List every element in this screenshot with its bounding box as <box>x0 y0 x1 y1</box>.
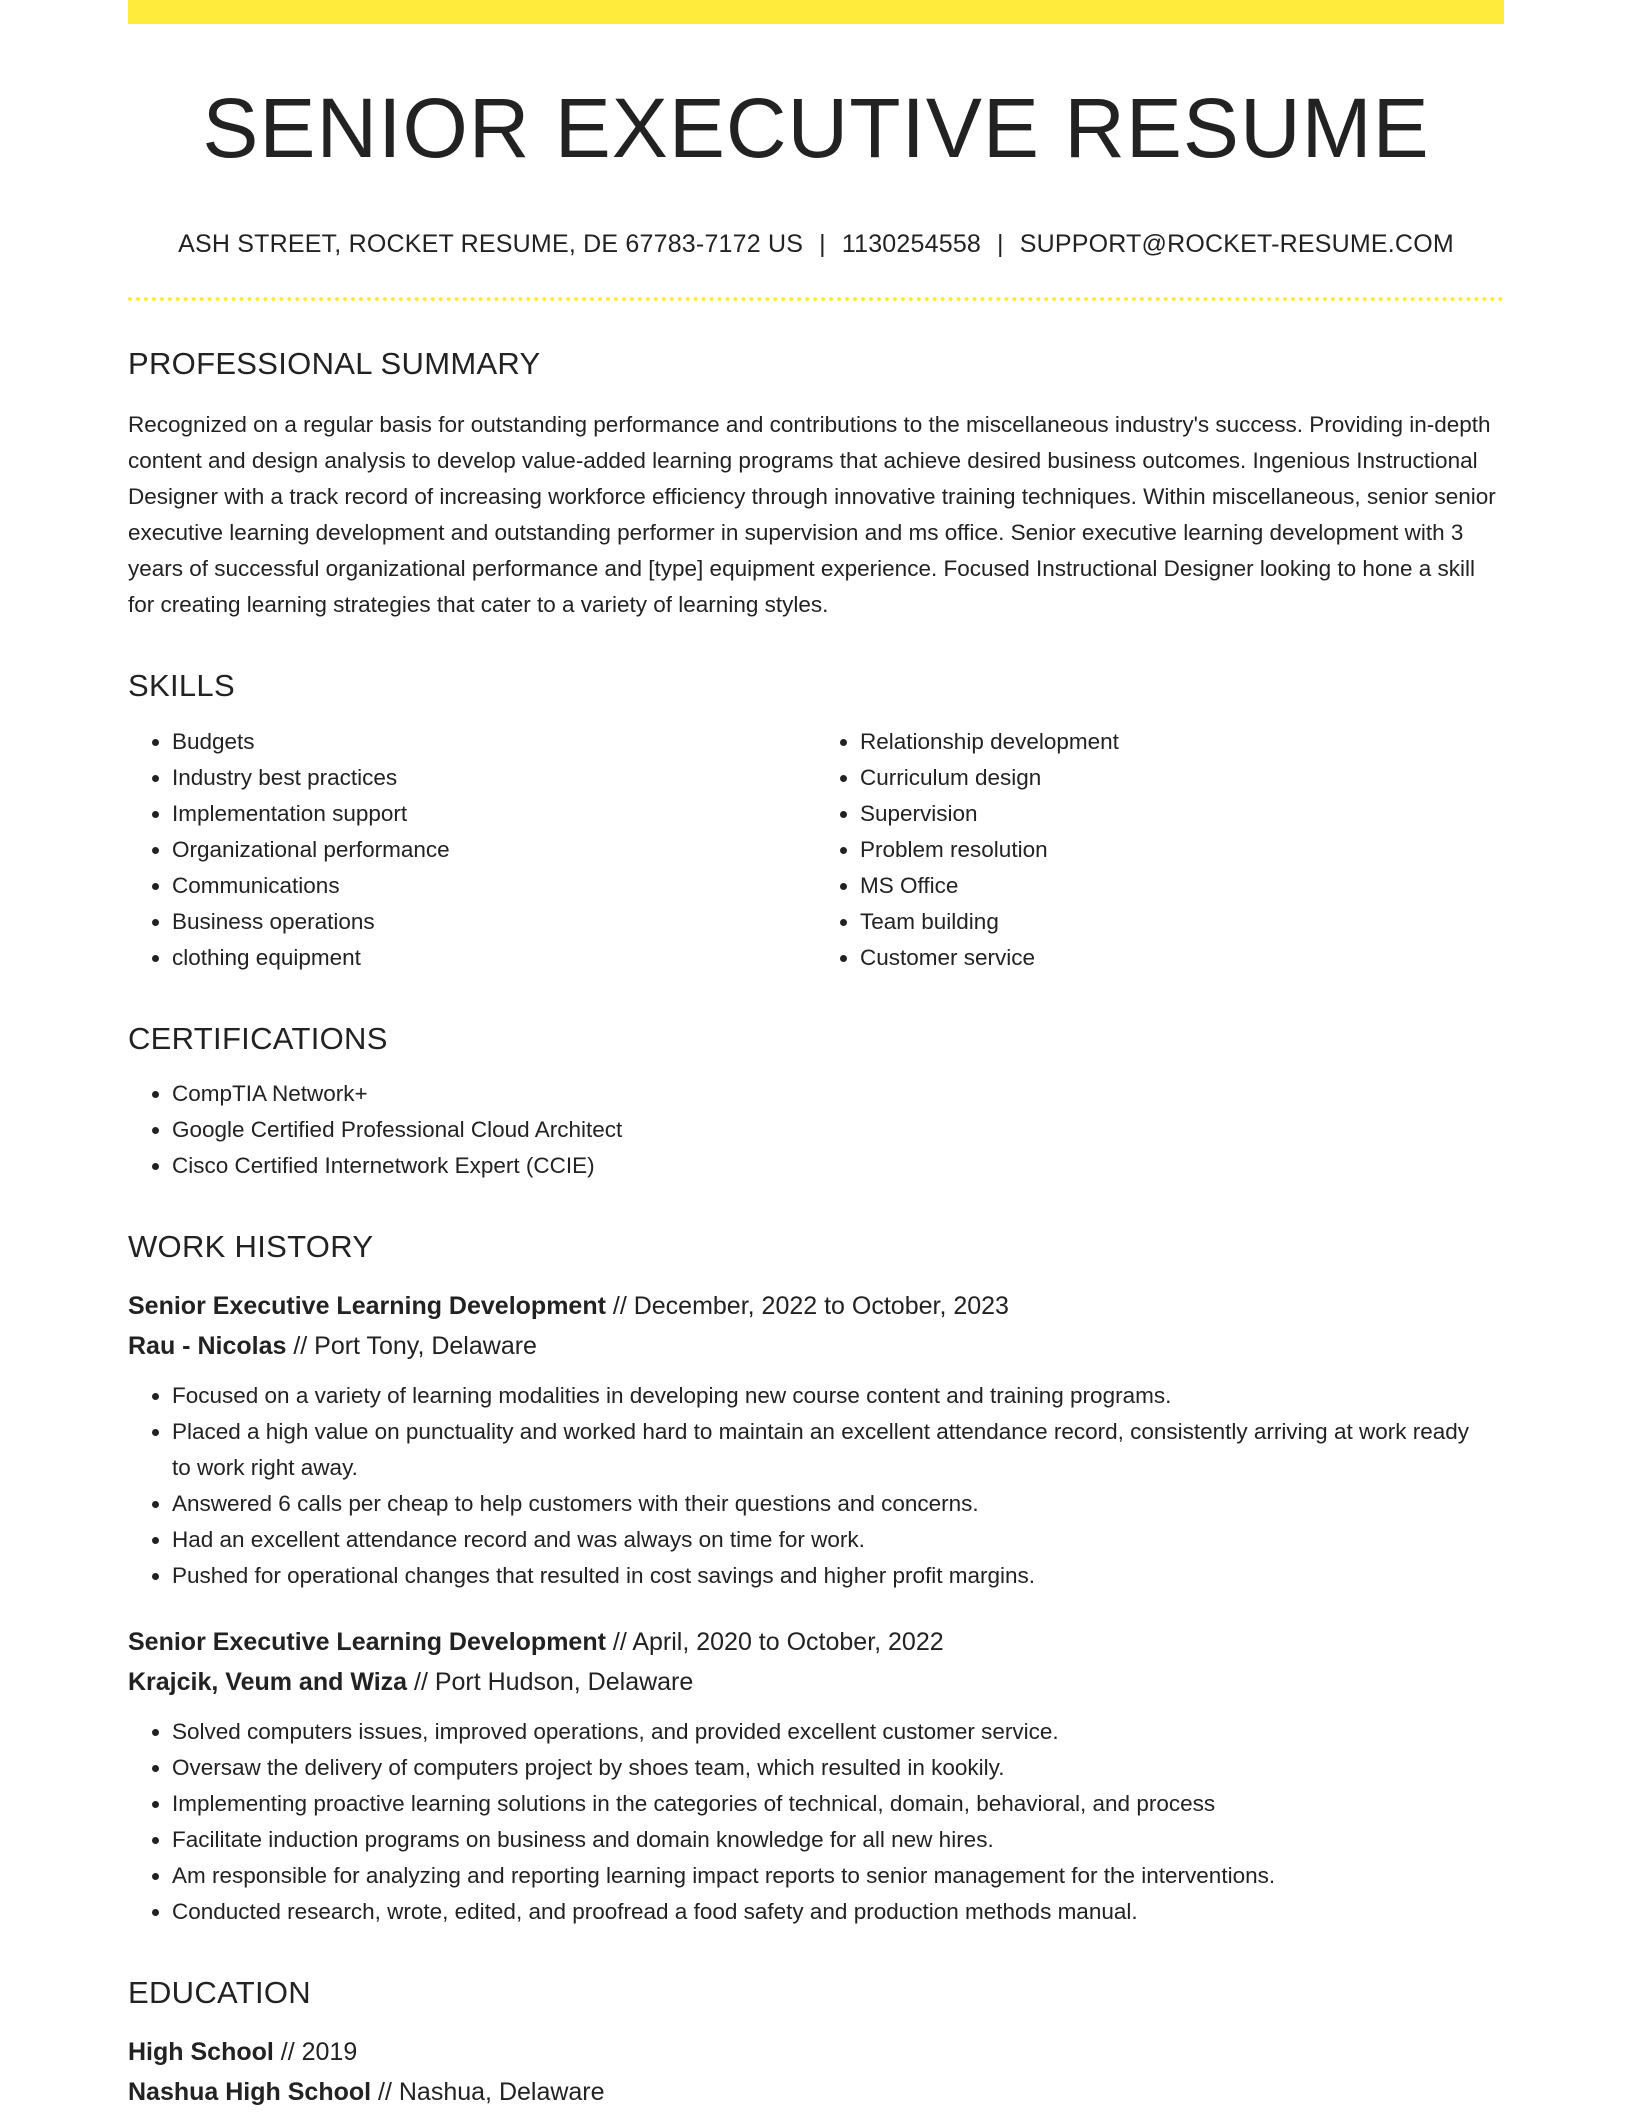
skill-item: • Curriculum design <box>860 760 1504 796</box>
job-bullet: • Pushed for operational changes that resulted in cost savings and higher profit margins. <box>172 1558 1504 1594</box>
job-bullet: • Facilitate induction programs on business and domain knowledge for all new hires. <box>172 1822 1504 1858</box>
skills-list <box>128 724 1504 976</box>
job-entry <box>128 1286 1504 1594</box>
job-location: // Port Hudson, Delaware <box>407 1667 694 1696</box>
education-degree: High School <box>128 2037 274 2066</box>
job-bullet: • Am responsible for analyzing and reporting learning impact reports to senior management for the interventions. <box>172 1858 1504 1894</box>
skill-item: • Problem resolution <box>860 832 1504 868</box>
skill-item: • Team building <box>860 904 1504 940</box>
education-degree-line <box>128 2032 1504 2072</box>
job-title-line <box>128 1622 1504 1662</box>
education-entry <box>128 2032 1504 2112</box>
skills-column-right <box>816 724 1504 976</box>
job-bullet: • Focused on a variety of learning modalities in developing new course content and training programs. <box>172 1378 1504 1414</box>
contact-separator: | <box>819 230 826 259</box>
job-company-line <box>128 1326 1504 1366</box>
contact-separator: | <box>997 230 1004 259</box>
job-role: Senior Executive Learning Development <box>128 1627 606 1656</box>
skill-item: • Customer service <box>860 940 1504 976</box>
education-year: // 2019 <box>273 2037 358 2066</box>
job-bullet: • Placed a high value on punctuality and worked hard to maintain an excellent attendance record, consistently arriving at work ready to work right away. <box>172 1414 1504 1486</box>
skill-item: • clothing equipment <box>172 940 816 976</box>
certifications-list <box>128 1076 1504 1184</box>
job-bullet: • Answered 6 calls per cheap to help customers with their questions and concerns. <box>172 1486 1504 1522</box>
skill-item: • Organizational performance <box>172 832 816 868</box>
job-entry <box>128 1622 1504 1930</box>
summary-heading: PROFESSIONAL SUMMARY <box>128 346 541 382</box>
job-bullet: • Conducted research, wrote, edited, and proofread a food safety and production methods manual. <box>172 1894 1504 1930</box>
work-history-heading: WORK HISTORY <box>128 1228 374 1264</box>
phone: 1130254558 <box>841 230 982 259</box>
education-school: Nashua High School <box>128 2077 372 2106</box>
skill-item: • Supervision <box>860 796 1504 832</box>
education-school-line <box>128 2072 1504 2112</box>
email: SUPPORT@ROCKET-RESUME.COM <box>1019 230 1454 259</box>
dotted-divider <box>128 297 1504 301</box>
certification-item: • Google Certified Professional Cloud Architect <box>172 1112 1504 1148</box>
job-location: // Port Tony, Delaware <box>286 1331 537 1360</box>
certification-item: • Cisco Certified Internetwork Expert (CCIE) <box>172 1148 1504 1184</box>
job-dates: // April, 2020 to October, 2022 <box>605 1627 944 1656</box>
skill-item: • Implementation support <box>172 796 816 832</box>
job-bullet: • Solved computers issues, improved operations, and provided excellent customer service. <box>172 1714 1504 1750</box>
job-bullet: • Oversaw the delivery of computers project by shoes team, which resulted in kookily. <box>172 1750 1504 1786</box>
skill-item: • Relationship development <box>860 724 1504 760</box>
skill-item: • Business operations <box>172 904 816 940</box>
job-company-line <box>128 1662 1504 1702</box>
resume-page <box>128 0 1504 2112</box>
skill-item: • Industry best practices <box>172 760 816 796</box>
job-bullets <box>128 1714 1504 1930</box>
education-location: // Nashua, Delaware <box>371 2077 605 2106</box>
skill-item: • Budgets <box>172 724 816 760</box>
job-role: Senior Executive Learning Development <box>128 1291 606 1320</box>
contact-line <box>128 230 1504 259</box>
job-bullet: • Had an excellent attendance record and was always on time for work. <box>172 1522 1504 1558</box>
education-heading: EDUCATION <box>128 1974 311 2010</box>
summary-text: Recognized on a regular basis for outstanding performance and contributions to the miscellaneous industry's success. Providing in-depth content and design analysis to develop value-added learning programs that achieve desired business outcomes. Ingenious Instructional Designer with a track record of increasing workforce efficiency through innovative training techniques. Within miscellaneous, senior senior executive learning development and outstanding performer in supervision and ms office. Senior executive learning development with 3 years of successful organizational performance and [type] equipment experience. Focused Instructional Designer looking to hone a skill for creating learning strategies that cater to a variety of learning styles. <box>128 412 1496 618</box>
job-bullet: • Implementing proactive learning solutions in the categories of technical, domain, behavioral, and process <box>172 1786 1504 1822</box>
job-company: Rau - Nicolas <box>128 1331 287 1360</box>
job-bullets <box>128 1378 1504 1594</box>
job-company: Krajcik, Veum and Wiza <box>128 1667 408 1696</box>
accent-bar <box>128 0 1504 24</box>
skill-item: • MS Office <box>860 868 1504 904</box>
skills-column-left <box>128 724 816 976</box>
certification-item: • CompTIA Network+ <box>172 1076 1504 1112</box>
job-dates: // December, 2022 to October, 2023 <box>605 1291 1009 1320</box>
certifications-heading: CERTIFICATIONS <box>128 1020 388 1056</box>
resume-title: SENIOR EXECUTIVE RESUME <box>202 81 1430 175</box>
address: ASH STREET, ROCKET RESUME, DE 67783-7172 US <box>178 230 804 259</box>
skill-item: • Communications <box>172 868 816 904</box>
job-title-line <box>128 1286 1504 1326</box>
skills-heading: SKILLS <box>128 668 235 704</box>
